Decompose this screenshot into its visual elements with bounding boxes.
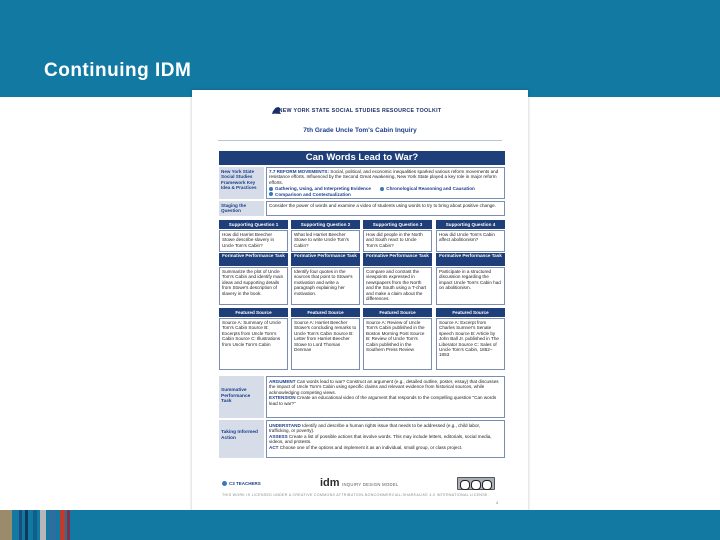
creative-commons-badge-icon bbox=[457, 477, 495, 490]
framework-lead: 7.7 REFORM MOVEMENTS: bbox=[269, 169, 329, 174]
staging-label: Staging the Question bbox=[219, 201, 264, 216]
framework-text: Social, political, and economic inequalities sparked various reform movements and resistance efforts. Influenced by the Second Great Awakening, New York State played a key role in major reform efforts. bbox=[269, 169, 499, 185]
practice-item: Chronological Reasoning and Causation bbox=[380, 186, 475, 191]
task-header: Formative Performance Task bbox=[436, 253, 505, 266]
source-header: Featured Source bbox=[436, 308, 505, 317]
slide-title: Continuing IDM bbox=[44, 60, 192, 81]
framework-label: New York State Social Studies Framework Key Idea & Practices bbox=[219, 167, 264, 199]
featured-sources: Source A: Harriet Beecher Stowe's concluding remarks to Uncle Tom's Cabin Source B: Letter from Harriet Beecher Stowe to Lord Thomas Denman bbox=[291, 318, 360, 370]
inquiry-document bbox=[192, 90, 528, 524]
license-text: THIS WORK IS LICENSED UNDER A CREATIVE COMMONS ATTRIBUTION-NONCOMMERCIAL-SHAREALIKE 4.0 INTERNATIONAL LICENSE. bbox=[222, 493, 489, 497]
assess-text: Create a list of possible actions that involve words. This may include letters, editorials, social media, videos, and protests. bbox=[269, 433, 492, 445]
featured-sources: Source A: Summary of Uncle Tom's Cabin Source B: Excerpts from Uncle Tom's Cabin Source C: Illustrations from Uncle Tom's Cabin bbox=[219, 318, 288, 370]
practice-item: Gathering, Using, and Interpreting Evidence bbox=[269, 186, 371, 191]
supporting-question: How did people in the North and South react to Uncle Tom's Cabin? bbox=[363, 230, 432, 252]
sq-header: Supporting Question 3 bbox=[363, 220, 432, 229]
header-divider bbox=[218, 140, 502, 141]
task-header: Formative Performance Task bbox=[363, 253, 432, 266]
sq-header: Supporting Question 1 bbox=[219, 220, 288, 229]
title-bar bbox=[0, 0, 720, 97]
assess-lead: ASSESS bbox=[269, 433, 288, 439]
bottom-bar bbox=[0, 510, 720, 540]
practices-list bbox=[269, 186, 502, 197]
source-header: Featured Source bbox=[219, 308, 288, 317]
understand-text: Identify and describe a human rights issue that needs to be addressed (e.g., child labor, trafficking, or poverty). bbox=[269, 423, 481, 434]
supporting-question: How did Uncle Tom's Cabin affect abolitionism? bbox=[436, 230, 505, 252]
argument-text: Can words lead to war? Construct an argument (e.g., detailed outline, poster, essay) that discusses the impact of Uncle Tom's Cabin using specific claims and relevant evidence from historical sources, while acknowledging competing views. bbox=[269, 379, 499, 395]
formative-task: Identify four quotes in the sources that point to Stowe's motivation and write a paragraph explaining her motivation. bbox=[291, 267, 360, 305]
featured-sources: Source A: Excerpt from Charles Sumner's Senate speech Source B: Article by John Ball Jr. published in The Liberator Source C: Sales of Uncle Tom's Cabin, 1852–1853 bbox=[436, 318, 505, 370]
c3-teachers-logo: C3 TEACHERS bbox=[229, 481, 261, 486]
source-header: Featured Source bbox=[363, 308, 432, 317]
task-header: Formative Performance Task bbox=[219, 253, 288, 266]
summative-text bbox=[266, 376, 505, 418]
argument-lead: ARGUMENT bbox=[269, 379, 296, 384]
understand-lead: UNDERSTAND bbox=[269, 423, 301, 428]
sq-header: Supporting Question 4 bbox=[436, 220, 505, 229]
extension-lead: EXTENSION bbox=[269, 395, 296, 401]
page-number: 4 bbox=[496, 500, 499, 505]
action-label: Taking Informed Action bbox=[219, 420, 264, 458]
bullet-icon bbox=[380, 187, 384, 191]
idm-logo: idm bbox=[320, 477, 340, 489]
compelling-question: Can Words Lead to War? bbox=[219, 151, 505, 165]
formative-task: Compare and contrast the viewpoints expressed in newspapers from the North and the South using a T-chart and make a claim about the differences. bbox=[363, 267, 432, 305]
inquiry-subtitle: 7th Grade Uncle Tom's Cabin Inquiry bbox=[303, 127, 417, 134]
sq-header: Supporting Question 2 bbox=[291, 220, 360, 229]
practice-item: Comparison and Contextualization bbox=[269, 192, 351, 197]
decorative-stripes bbox=[0, 510, 80, 540]
act-lead: ACT bbox=[269, 444, 279, 450]
act-text: Choose one of the options and implement it as an individual, small group, or class project. bbox=[279, 444, 463, 450]
formative-task: Participate in a structured discussion regarding the impact Uncle Tom's Cabin had on abolitionism. bbox=[436, 267, 505, 305]
toolkit-header: NEW YORK STATE SOCIAL STUDIES RESOURCE TOOLKIT bbox=[278, 108, 442, 114]
action-text bbox=[266, 420, 505, 458]
bullet-icon bbox=[269, 187, 273, 191]
bullet-icon bbox=[269, 192, 273, 196]
extension-text: Create an educational video of the argument that responds to the compelling question "Can words lead to war?" bbox=[269, 395, 497, 406]
source-header: Featured Source bbox=[291, 308, 360, 317]
supporting-question: What led Harriet Beecher Stowe to write Uncle Tom's Cabin? bbox=[291, 230, 360, 252]
staging-text: Consider the power of words and examine a video of students using words to try to bring about positive change. bbox=[266, 201, 505, 216]
supporting-question: How did Harriet Beecher Stowe describe slavery in Uncle Tom's Cabin? bbox=[219, 230, 288, 252]
featured-sources: Source A: Review of Uncle Tom's Cabin published in the Boston Morning Post Source B: Review of Uncle Tom's Cabin published in the Southern Press Review bbox=[363, 318, 432, 370]
framework-text-box bbox=[266, 167, 505, 199]
idm-logo-subtitle: INQUIRY DESIGN MODEL bbox=[342, 482, 399, 487]
formative-task: Summarize the plot of Uncle Tom's Cabin and identify main ideas and supporting details from Stowe's description of slavery in the book. bbox=[219, 267, 288, 305]
task-header: Formative Performance Task bbox=[291, 253, 360, 266]
c3-logo-icon bbox=[222, 481, 227, 486]
summative-label: Summative Performance Task bbox=[219, 376, 264, 418]
